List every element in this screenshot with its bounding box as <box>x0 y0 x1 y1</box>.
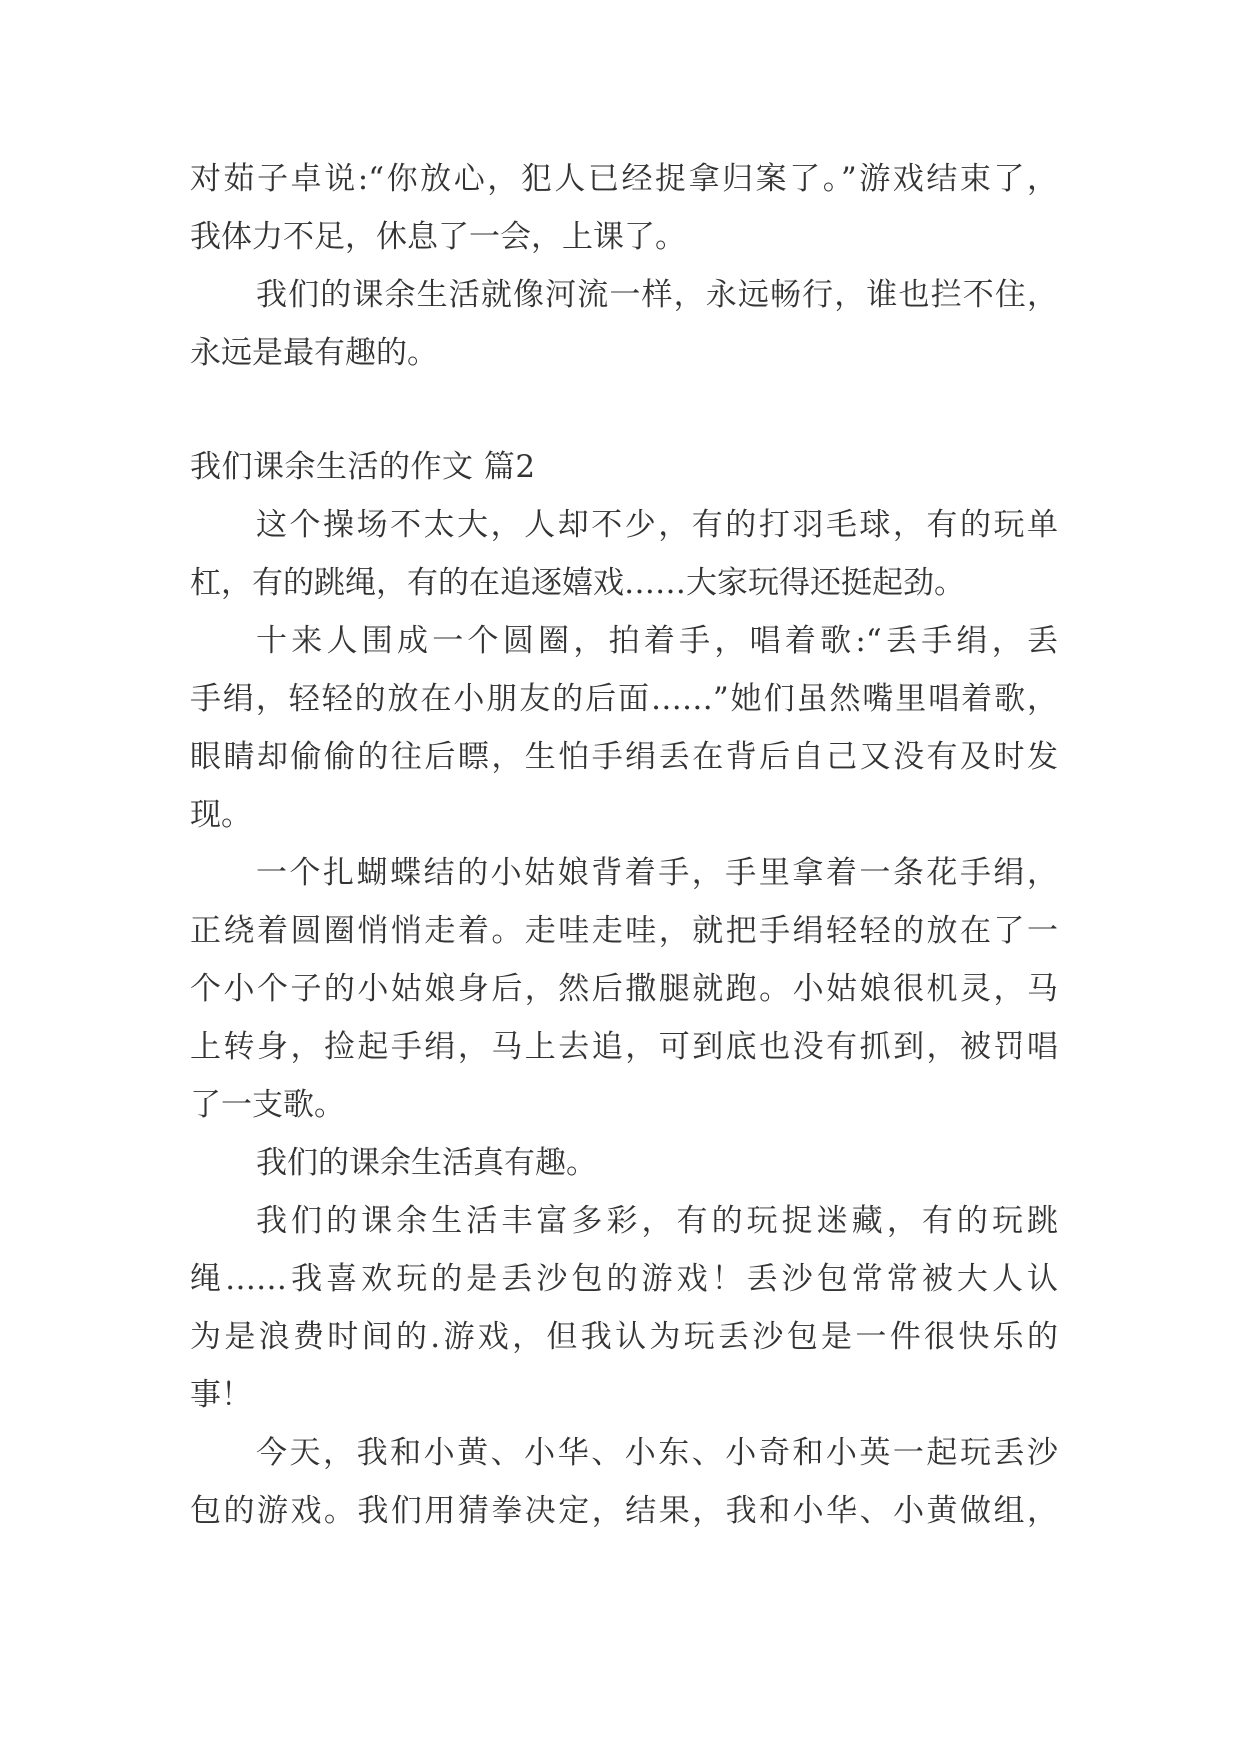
text-line: 上转身，捡起手绢，马上去追，可到底也没有抓到，被罚唱 <box>190 1029 1058 1065</box>
paragraph-fun <box>190 1134 1058 1192</box>
section-spacer <box>190 382 1058 438</box>
paragraph-continued <box>190 150 1058 266</box>
text-line: 了一支歌。 <box>190 1087 345 1123</box>
text-line: 我体力不足，休息了一会，上课了。 <box>190 219 686 255</box>
text-line: 现。 <box>190 797 252 833</box>
text-line: 十来人围成一个圆圈，拍着手，唱着歌:“丢手绢，丢 <box>256 623 1058 659</box>
text-line: 包的游戏。我们用猜拳决定，结果，我和小华、小黄做组， <box>190 1493 1058 1529</box>
text-line: 为是浪费时间的.游戏，但我认为玩丢沙包是一件很快乐的 <box>190 1319 1058 1355</box>
text-line: 杠，有的跳绳，有的在追逐嬉戏……大家玩得还挺起劲。 <box>190 565 965 601</box>
text-line: 我们的课余生活真有趣。 <box>256 1145 597 1181</box>
text-line: 对茹子卓说:“你放心，犯人已经捉拿归案了。”游戏结束了， <box>190 161 1058 197</box>
document-page <box>190 150 1058 1540</box>
text-line: 永远是最有趣的。 <box>190 335 438 371</box>
text-line: 个小个子的小姑娘身后，然后撒腿就跑。小姑娘很机灵，马 <box>190 971 1058 1007</box>
text-line: 眼睛却偷偷的往后瞟，生怕手绢丢在背后自己又没有及时发 <box>190 739 1058 775</box>
paragraph-sandbag <box>190 1192 1058 1424</box>
text-line: 正绕着圆圈悄悄走着。走哇走哇，就把手绢轻轻的放在了一 <box>190 913 1058 949</box>
paragraph-handkerchief <box>190 844 1058 1134</box>
text-line: 一个扎蝴蝶结的小姑娘背着手，手里拿着一条花手绢， <box>256 855 1058 891</box>
paragraph-circle-game <box>190 612 1058 844</box>
paragraph-today <box>190 1424 1058 1540</box>
section-heading: 我们课余生活的作文 篇2 <box>190 449 536 485</box>
text-line: 绳……我喜欢玩的是丢沙包的游戏！丢沙包常常被大人认 <box>190 1261 1058 1297</box>
paragraph-conclusion <box>190 266 1058 382</box>
text-line: 我们的课余生活丰富多彩，有的玩捉迷藏，有的玩跳 <box>256 1203 1058 1239</box>
text-line: 我们的课余生活就像河流一样，永远畅行，谁也拦不住， <box>256 277 1058 313</box>
paragraph-playground <box>190 496 1058 612</box>
text-line: 今天，我和小黄、小华、小东、小奇和小英一起玩丢沙 <box>256 1435 1058 1471</box>
text-line: 这个操场不太大，人却不少，有的打羽毛球，有的玩单 <box>256 507 1058 543</box>
text-line: 事！ <box>190 1377 252 1413</box>
text-line: 手绢，轻轻的放在小朋友的后面……”她们虽然嘴里唱着歌， <box>190 681 1058 717</box>
